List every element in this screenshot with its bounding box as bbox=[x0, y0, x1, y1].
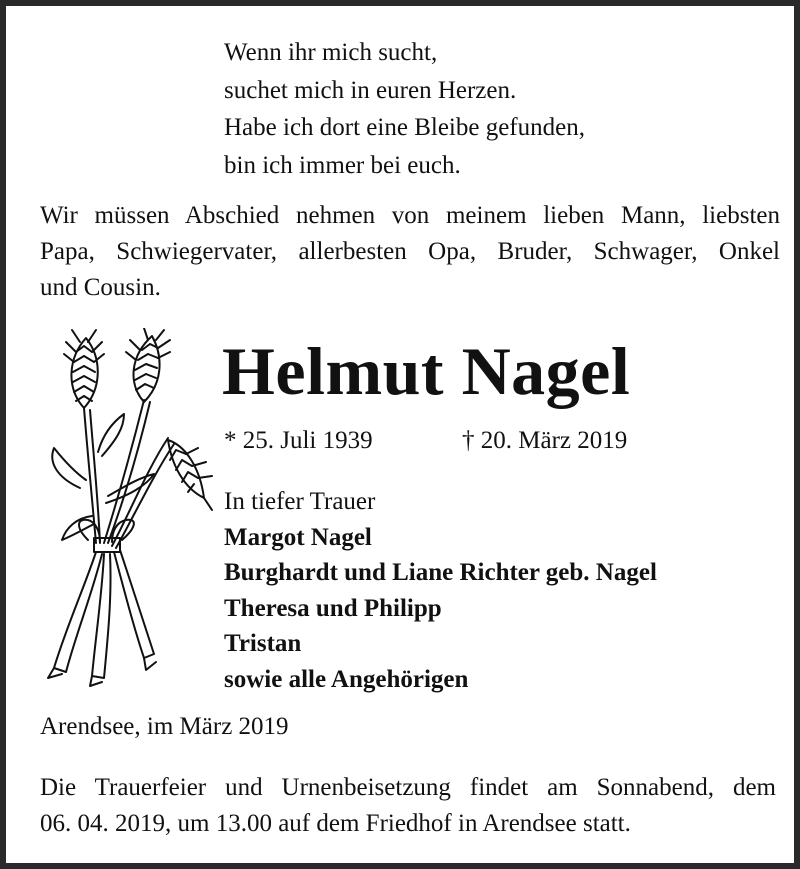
mourner-name: sowie alle Angehörigen bbox=[224, 665, 469, 693]
funeral-info bbox=[40, 770, 776, 842]
mourning-intro: In tiefer Trauer bbox=[224, 488, 376, 515]
place-date: Arendsee, im März 2019 bbox=[40, 713, 289, 740]
poem-line: bin ich immer bei euch. bbox=[224, 151, 461, 179]
wheat-bouquet-illustration bbox=[36, 328, 221, 688]
intro-line: und Cousin. bbox=[40, 274, 161, 301]
intro-line: Wir müssen Abschied nehmen von meinem lieben Mann, liebsten bbox=[40, 202, 780, 229]
mourner-name: Margot Nagel bbox=[224, 523, 372, 551]
death-date: † 20. März 2019 bbox=[462, 427, 628, 454]
farewell-intro bbox=[40, 198, 780, 306]
mourners-list bbox=[224, 484, 657, 697]
intro-line: Papa, Schwiegervater, allerbesten Opa, Bruder, Schwager, Onkel bbox=[40, 238, 780, 265]
funeral-line: Die Trauerfeier und Urnenbeisetzung findet am Sonnabend, dem bbox=[40, 774, 776, 801]
poem-line: Wenn ihr mich sucht, bbox=[224, 39, 438, 66]
birth-date: * 25. Juli 1939 bbox=[224, 427, 373, 454]
funeral-line: 06. 04. 2019, um 13.00 auf dem Friedhof in Arendsee statt. bbox=[40, 810, 631, 837]
poem-line: Habe ich dort eine Bleibe gefunden, bbox=[224, 114, 585, 141]
memorial-poem bbox=[224, 34, 585, 184]
mourner-name: Burghardt und Liane Richter geb. Nagel bbox=[224, 559, 657, 586]
life-dates bbox=[224, 424, 628, 458]
mourner-name: Theresa und Philipp bbox=[224, 594, 442, 622]
mourner-name: Tristan bbox=[224, 630, 302, 657]
deceased-name: Helmut Nagel bbox=[222, 333, 631, 409]
poem-line: suchet mich in euren Herzen. bbox=[224, 76, 517, 104]
